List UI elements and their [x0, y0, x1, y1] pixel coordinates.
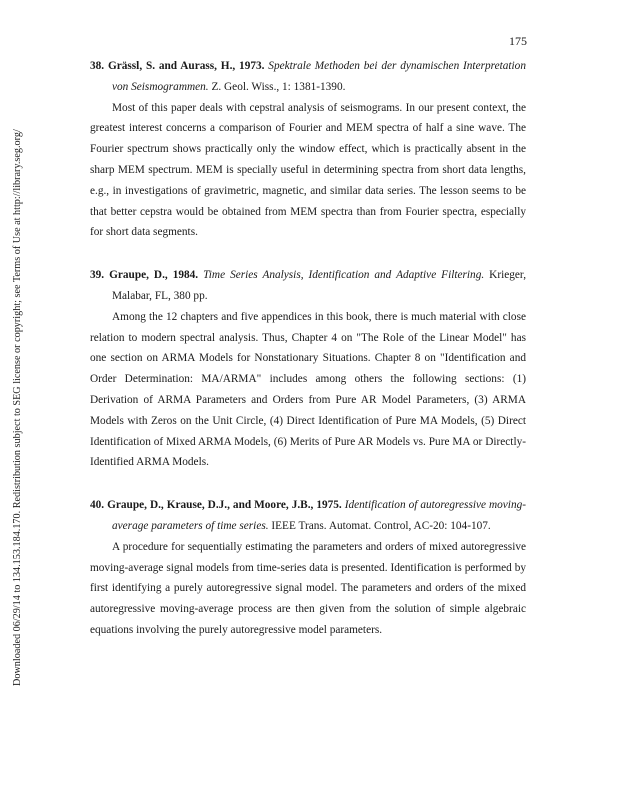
entry-source: Z. Geol. Wiss., 1: 1381-1390. [211, 80, 346, 93]
download-notice: Downloaded 06/29/14 to 134.153.184.170. Redistribution subject to SEG license or copyright; see Terms of Use at http://library.seg.org/ [12, 129, 23, 686]
entry-title: Time Series Analysis, Identification and Adaptive Filtering. [203, 269, 485, 282]
entry-source: Krieger, Malabar, FL, 380 pp. [112, 269, 527, 302]
entry-title: Spektrale Methoden bei der dynamischen Interpretation von Seismogrammen. [112, 60, 526, 93]
entry-title: Identification of autoregressive moving-average parameters of time series. [112, 499, 527, 532]
entry-number: 40. [90, 499, 105, 512]
entry-authors: Graupe, D., Krause, D.J., and Moore, J.B., 1975. [107, 499, 342, 512]
bibliography-entry-38 [90, 56, 526, 243]
page-number: 175 [509, 34, 527, 48]
entry-annotation: Among the 12 chapters and five appendices in this book, there is much material with close relation to modern spectral analysis. Thus, Chapter 4 on "The Role of the Linear Model" has one section on ARMA Models for Nonstationary Situations. Chapter 8 on "Identification and Order Determination: MA/ARMA" includes among others the following sections: (1) Derivation of ARMA Parameters and Orders from Pure AR Model Parameters, (3) ARMA Models with Zeros on the Unit Circle, (4) Direct Identification of Pure MA Models, (5) Direct Identification of Mixed ARMA Models, (6) Merits of Pure AR Models vs. Pure MA or Directly-Identified ARMA Models. [90, 310, 526, 469]
citation [90, 495, 526, 537]
entry-annotation: Most of this paper deals with cepstral analysis of seismograms. In our present context, the greatest interest concerns a comparison of Fourier and MEM spectra of half a sine wave. The Fourier spectrum shows practically only the window effect, which is practically absent in the sharp MEM spectrum. MEM is specially useful in determining spectra from short data lengths, e.g., in investigations of gravimetric, magnetic, and similar data series. The lesson seems to be that better cepstra would be obtained from MEM spectra than from Fourier spectra, especially for short data segments. [90, 101, 526, 239]
bibliography-entry-39 [90, 265, 526, 473]
entry-annotation: A procedure for sequentially estimating the parameters and orders of mixed autoregressive moving-average signal models from time-series data is presented. Identification is performed by first identifying a purely autoregressive signal model. The parameters and orders of the mixed autoregressive moving-average process are then given from the solution of simple algebraic equations involving the purely autoregressive model parameters. [90, 540, 526, 636]
entry-number: 38. [90, 60, 105, 72]
entry-number: 39. [90, 269, 105, 282]
entry-authors: Graupe, D., 1984. [109, 269, 199, 282]
citation [90, 265, 526, 307]
bibliography-content [90, 56, 526, 641]
bibliography-entry-40 [90, 495, 526, 641]
entry-source: IEEE Trans. Automat. Control, AC-20: 104-107. [271, 519, 491, 532]
entry-authors: Grässl, S. and Aurass, H., 1973. [107, 60, 265, 72]
citation [90, 56, 526, 98]
side-margin [0, 0, 23, 800]
